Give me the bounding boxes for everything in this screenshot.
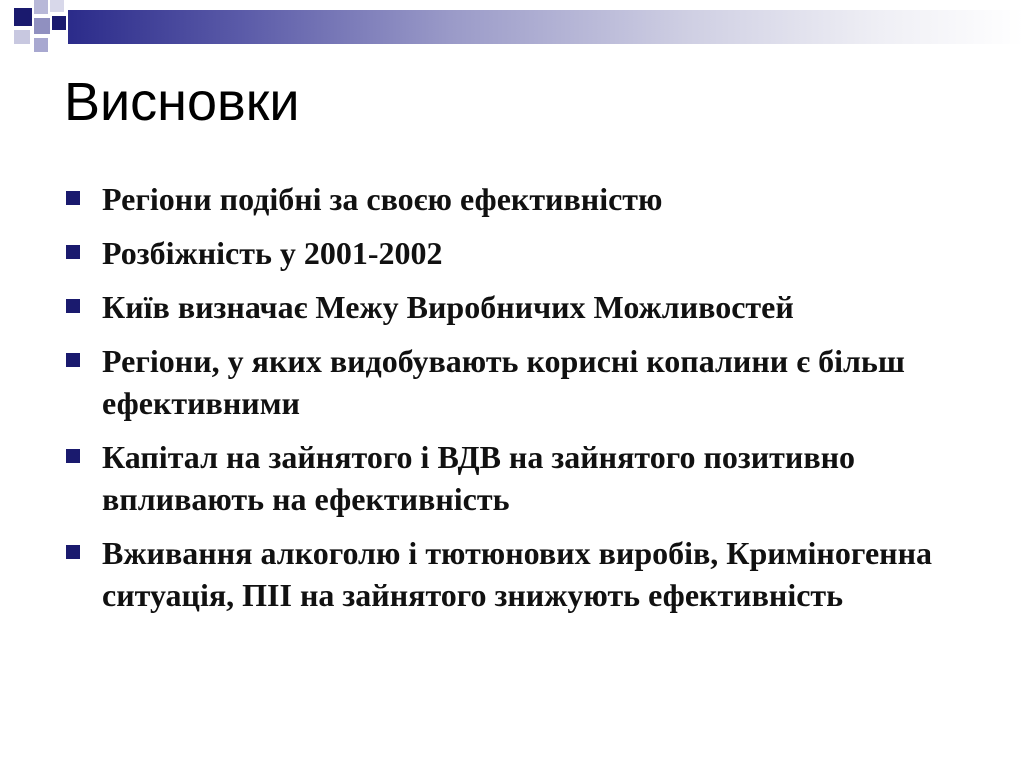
bullet-item [64, 436, 994, 520]
bullet-item [64, 340, 994, 424]
bullet-text: Вживання алкоголю і тютюнових виробів, Криміногенна ситуація, ПІІ на зайнятого знижують ефективність [102, 535, 933, 613]
deco-square [34, 38, 48, 52]
deco-square [34, 18, 50, 34]
bullet-item [64, 286, 994, 328]
bullet-item [64, 232, 994, 274]
deco-square [52, 16, 66, 30]
square-bullet-icon [66, 191, 80, 205]
bullet-text: Капітал на зайнятого і ВДВ на зайнятого позитивно впливають на ефективність [102, 439, 856, 517]
bullet-text: Регіони, у яких видобувають корисні копалини є більш ефективними [102, 343, 905, 421]
square-bullet-icon [66, 299, 80, 313]
deco-square [14, 30, 30, 44]
bullet-text: Розбіжність у 2001-2002 [102, 235, 443, 271]
square-bullet-icon [66, 353, 80, 367]
deco-square [34, 0, 48, 14]
header-gradient-bar [68, 10, 1024, 44]
deco-square [14, 8, 32, 26]
square-bullet-icon [66, 449, 80, 463]
deco-square [50, 0, 64, 12]
bullet-text: Регіони подібні за своєю ефективністю [102, 181, 663, 217]
bullet-text: Київ визначає Межу Виробничих Можливостей [102, 289, 794, 325]
bullet-item [64, 532, 994, 616]
bullet-list [64, 178, 994, 628]
bullet-item [64, 178, 994, 220]
slide-title: Висновки [64, 72, 300, 132]
square-bullet-icon [66, 545, 80, 559]
header-decoration [0, 0, 1024, 60]
square-bullet-icon [66, 245, 80, 259]
